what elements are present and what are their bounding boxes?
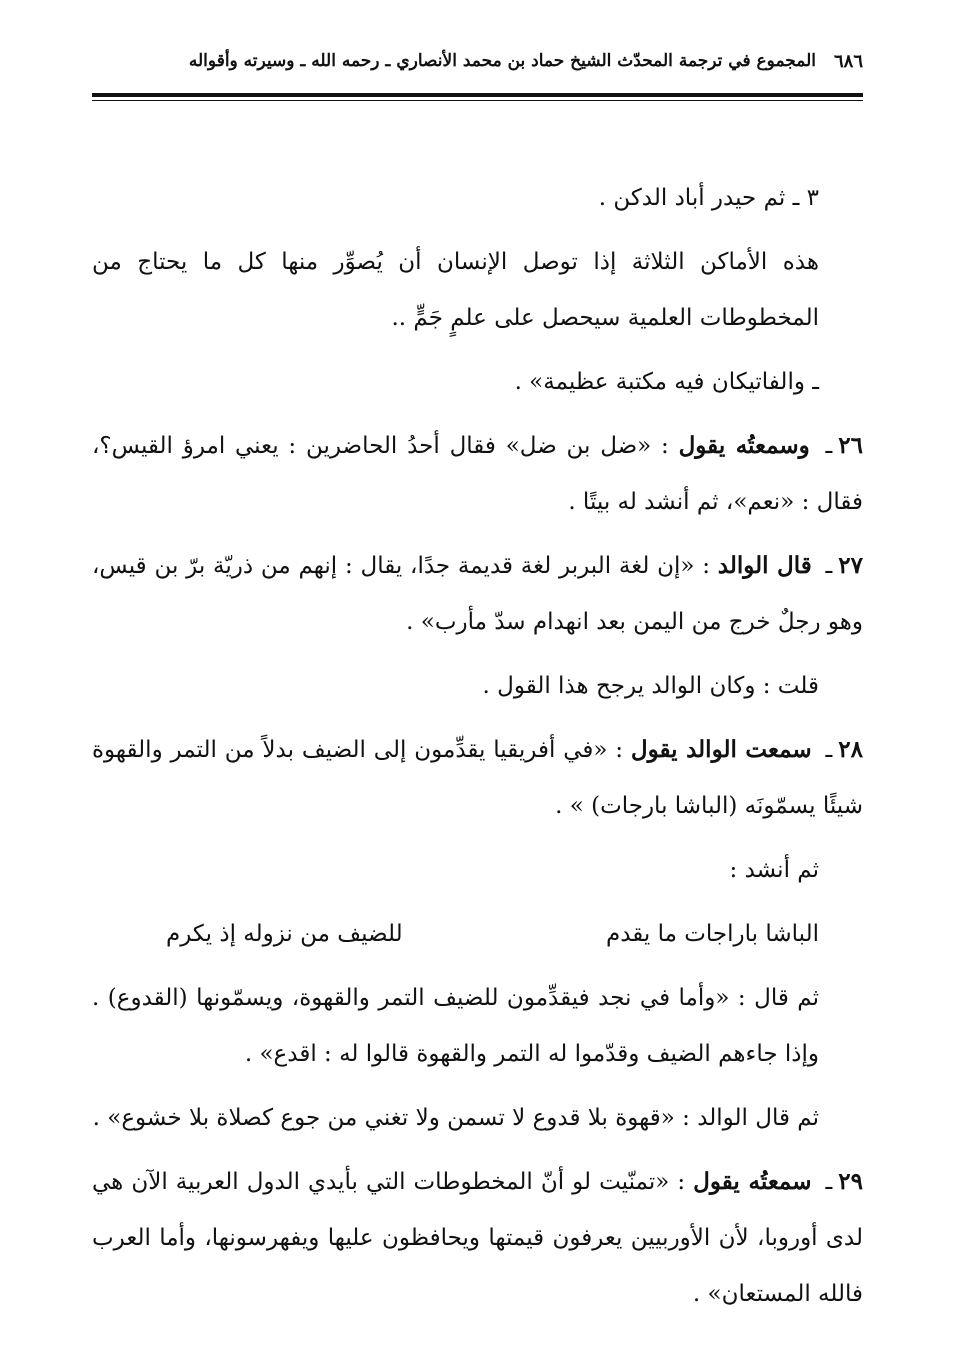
paragraph-anshad: ثم أنشد : xyxy=(729,857,819,883)
item-27: ٢٧ـ قال الوالد : «إن لغة البربر لغة قديمة جدًا، يقال : إنهم من ذريّة برّ بن قيس، وهو رجلٌ خرج من اليمن بعد انهدام سدّ مأرب» . xyxy=(92,552,863,635)
item-29: ٢٩ـ سمعتُه يقول : «تمنّيت لو أنّ المخطوطات التي بأيدي الدول العربية الآن هي لدى أوروبا، لأن الأوربيين يعرفون قيمتها ويحافظون عليها ويفهرسونها، وأما العرب فالله المستعان» . xyxy=(92,1168,863,1307)
item-text: : «في أفريقيا يقدِّمون إلى الضيف بدلاً من التمر والقهوة شيئًا يسمّونَه (الباشا بارجات) » . xyxy=(92,737,863,819)
header-rule-thin xyxy=(92,100,863,101)
item-lead: سمعتُه يقول xyxy=(693,1168,812,1195)
item-number: ٢٦ xyxy=(838,432,864,459)
paragraph-najd: ثم قال : «وأما في نجد فيقدِّمون للضيف التمر والقهوة، ويسمّونها (القدوع) . وإذا جاءهم الضيف وقدّموا له التمر والقهوة قالوا له : اقدع» . xyxy=(92,985,819,1067)
item-text: : «ضل بن ضل» فقال أحدُ الحاضرين : يعني امرؤ القيس؟، فقال : «نعم»، ثم أنشد له بيتًا . xyxy=(92,433,863,515)
paragraph-qult: قلت : وكان الوالد يرجح هذا القول . xyxy=(482,673,819,699)
verse-first-hemistich: الباشا باراجات ما يقدم xyxy=(605,921,819,947)
page-number: ٦٨٦ xyxy=(833,50,863,72)
item-number: ٢٩ xyxy=(838,1168,863,1195)
item-number: ٢٧ xyxy=(838,552,863,579)
paragraph-places: هذه الأماكن الثلاثة إذا توصل الإنسان أن يُصوِّر منها كل ما يحتاج من المخطوطات العلمية سيحصل على علمٍ جَمٍّ .. xyxy=(92,249,819,331)
header-rule-thick xyxy=(92,93,863,97)
running-title: المجموع في ترجمة المحدّث الشيخ حماد بن محمد الأنصاري ـ رحمه الله ـ وسيرته وأقواله xyxy=(188,51,816,71)
verse-second-hemistich: للضيف من نزوله إذ يكرم xyxy=(166,921,403,947)
item-lead: قال الوالد xyxy=(717,552,812,579)
item-lead: وسمعتُه يقول xyxy=(678,432,810,459)
paragraph-qahwa: ثم قال الوالد : «قهوة بلا قدوع لا تسمن ولا تغني من جوع كصلاة بلا خشوع» . xyxy=(92,1105,819,1131)
item-text: : «إن لغة البربر لغة قديمة جدًا، يقال : إنهم من ذريّة برّ بن قيس، وهو رجلٌ خرج من اليمن بعد انهدام سدّ مأرب» . xyxy=(92,553,863,635)
item-26: ٢٦ـ وسمعتُه يقول : «ضل بن ضل» فقال أحدُ الحاضرين : يعني امرؤ القيس؟، فقال : «نعم»، ثم أنشد له بيتًا . xyxy=(92,432,864,515)
poem-verse xyxy=(92,906,863,962)
item-28: ٢٨ـ سمعت الوالد يقول : «في أفريقيا يقدِّمون إلى الضيف بدلاً من التمر والقهوة شيئًا يسمّونَه (الباشا بارجات) » . xyxy=(92,736,863,819)
page-header xyxy=(92,44,863,78)
paragraph-list-item-3: ٣ ـ ثم حيدر أباد الدكن . xyxy=(598,185,819,211)
paragraph-vatican: ـ والفاتيكان فيه مكتبة عظيمة» . xyxy=(514,369,819,395)
item-number: ٢٨ xyxy=(838,736,863,763)
item-lead: سمعت الوالد يقول xyxy=(630,736,812,763)
page-body xyxy=(92,170,863,1330)
item-text: : «تمنّيت لو أنّ المخطوطات التي بأيدي الدول العربية الآن هي لدى أوروبا، لأن الأوربيين يعرفون قيمتها ويحافظون عليها ويفهرسونها، وأما العرب فالله المستعان» . xyxy=(92,1169,863,1307)
